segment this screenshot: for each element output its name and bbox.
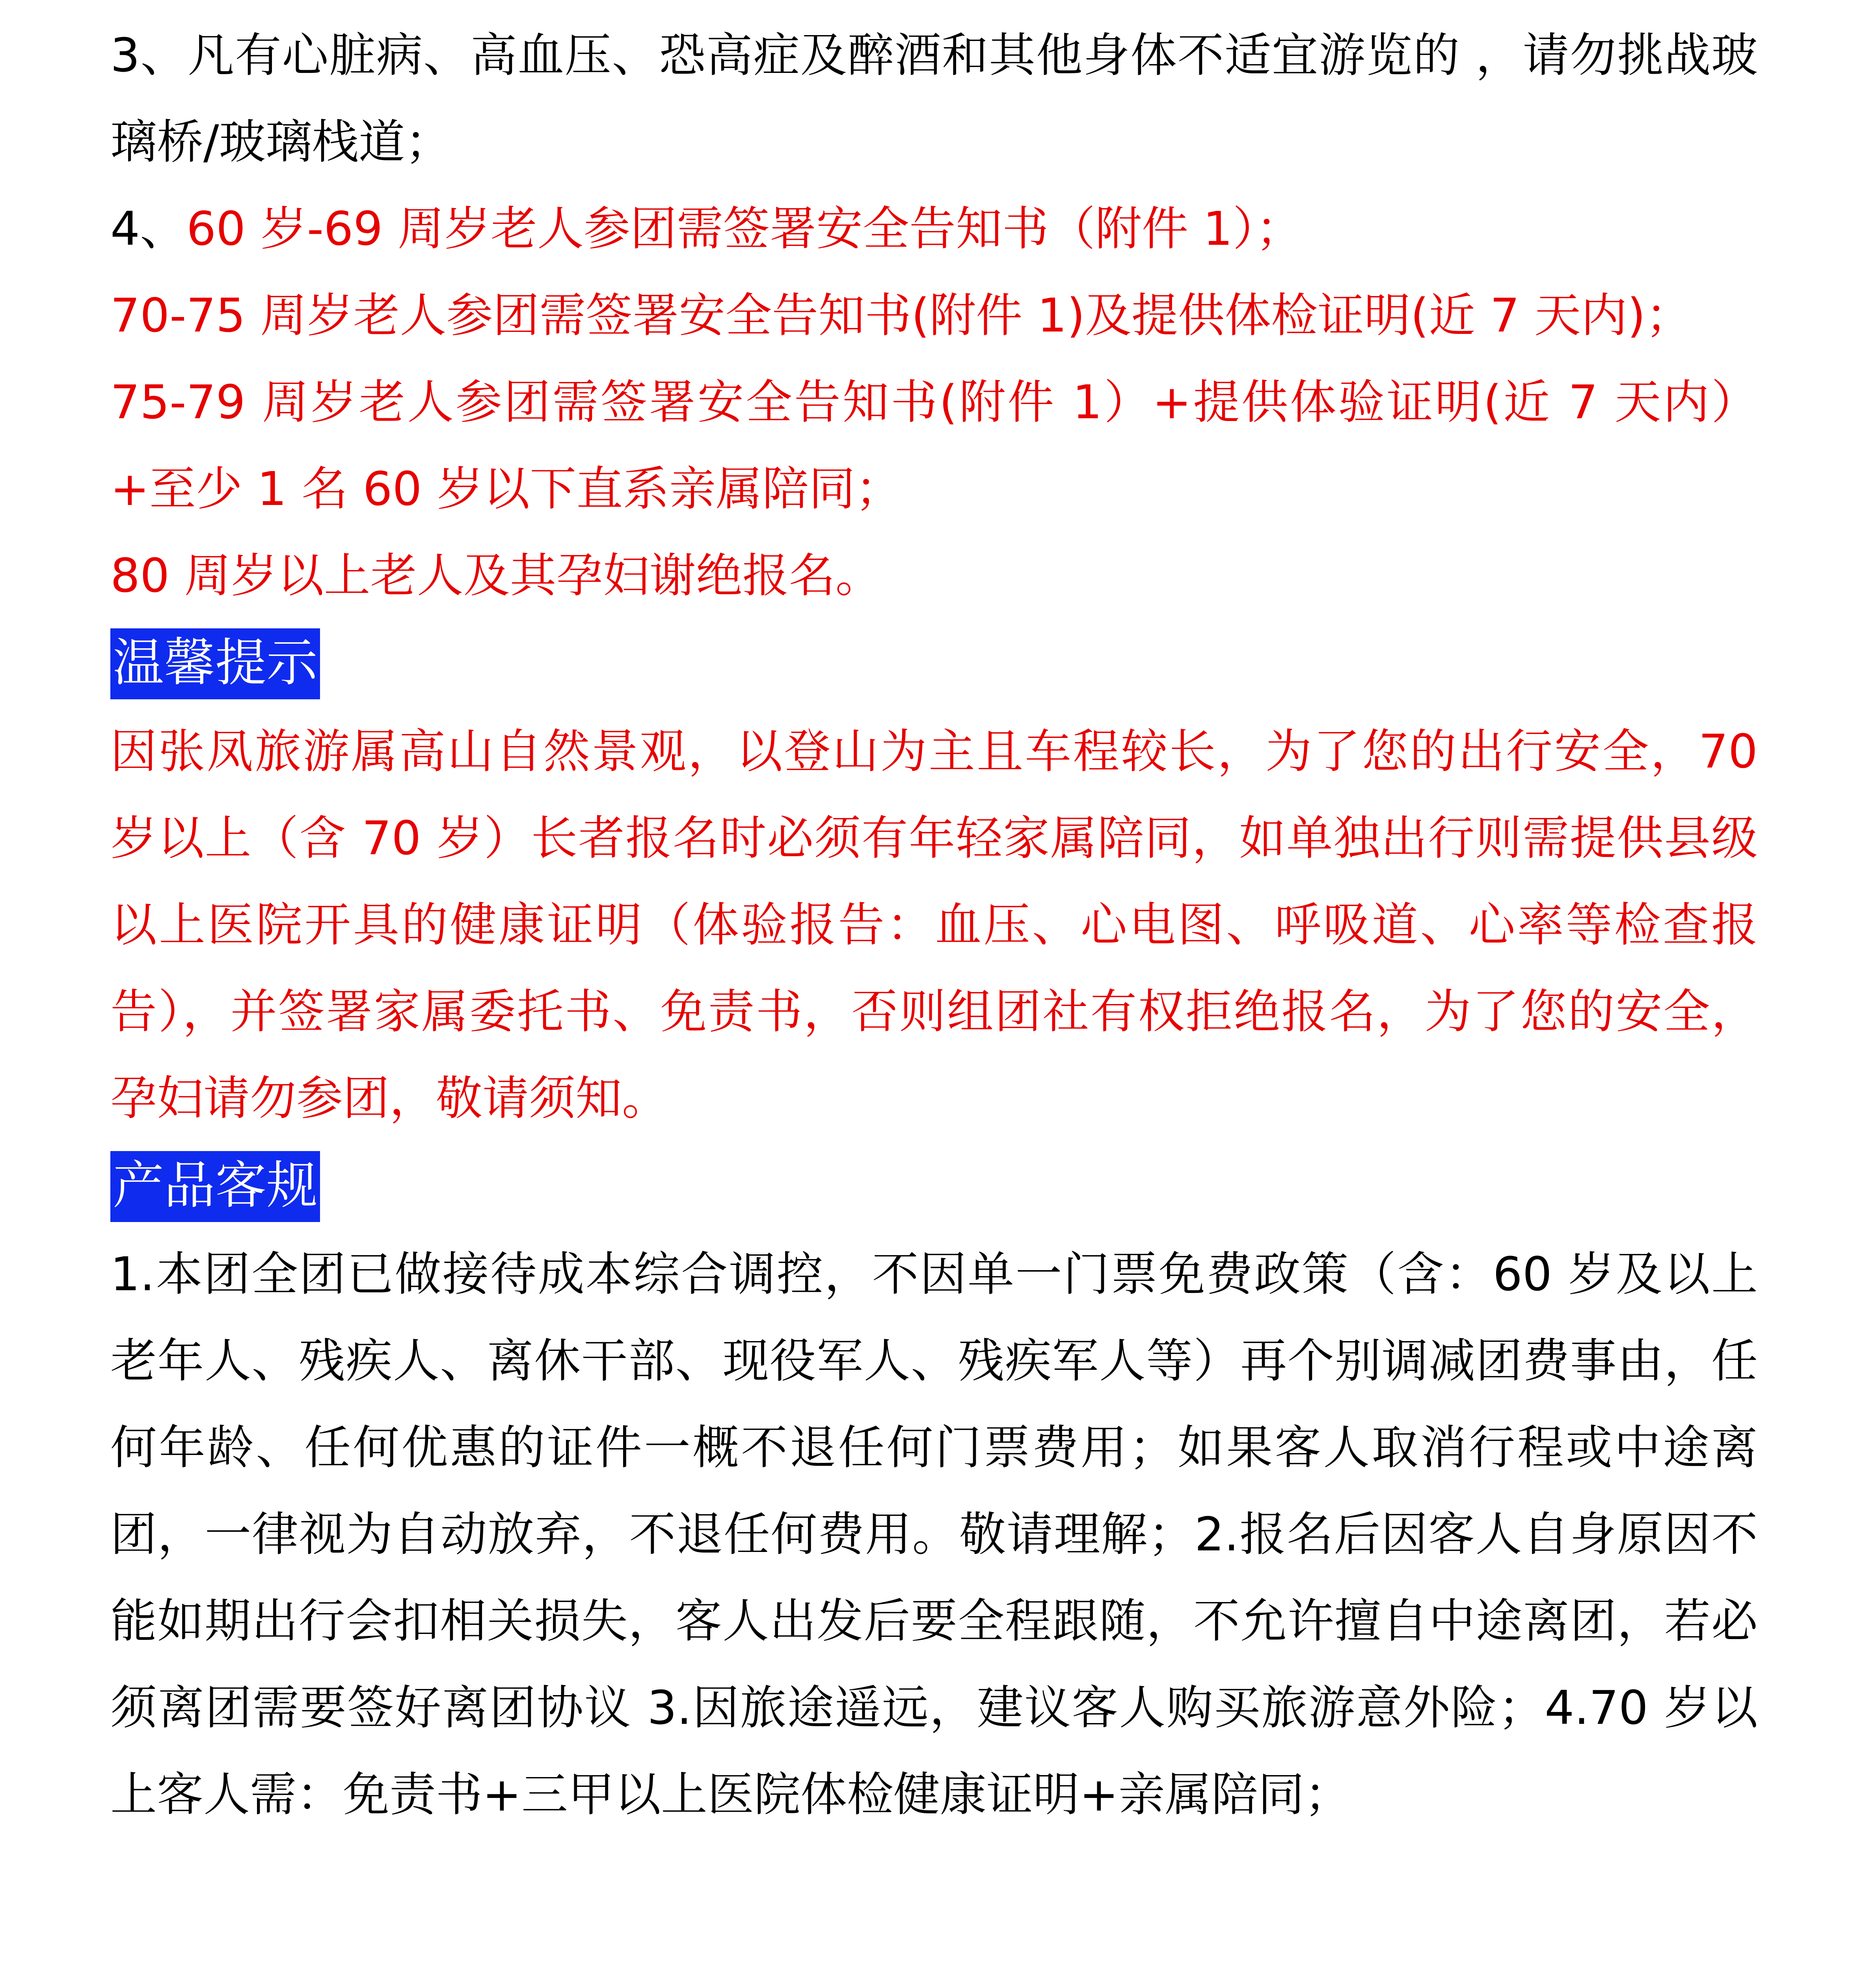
product-rules-text: 1.本团全团已做接待成本综合调控，不因单一门票免费政策（含：60 岁及以上老年人、残疾人、离休干部、现役军人、残疾军人等）再个别调减团费事由，任何年龄、任何优惠的证件一概不退任何门票费用；如果客人取消行程或中途离团，一律视为自动放弃，不退任何费用。敬请理解；2.报名后因客人自身原因不能如期出行会扣相关损失，客人出发后要全程跟随，不允许擅自中途离团，若必须离团需要签好离团协议 3.因旅途遥远，建议客人购买旅游意外险；4.70 岁以上客人需：免责书+三甲以上医院体检健康证明+亲属陪同；: [110, 1247, 1758, 1822]
warm-tips-heading: 温馨提示: [110, 628, 320, 699]
booking-notice-banner-wrap: [110, 1956, 1758, 1971]
notice-item-4: [110, 185, 1758, 272]
warm-tips-section: [110, 619, 1758, 1142]
notice-age-60-69: 60 岁-69 周岁老人参团需签署安全告知书（附件 1）；: [186, 201, 1303, 256]
notice-item-4-number: 4、: [110, 201, 187, 256]
document-page: [110, 12, 1758, 1971]
section-spacer: [110, 1838, 1758, 1956]
notice-age-70-75: 70-75 周岁老人参团需签署安全告知书(附件 1)及提供体检证明(近 7 天内)；: [110, 288, 1692, 343]
notice-age-75-79: 75-79 周岁老人参团需签署安全告知书(附件 1）+提供体验证明(近 7 天内） +至少 1 名 60 岁以下直系亲属陪同；: [110, 375, 1758, 516]
product-rules-section: [110, 1142, 1758, 1838]
notice-age-80-plus: 80 周岁以上老人及其孕妇谢绝报名。: [110, 548, 882, 603]
warm-tips-text: 因张凤旅游属高山自然景观，以登山为主且车程较长，为了您的出行安全，70 岁以上（含 70 岁）长者报名时必须有年轻家属陪同，如单独出行则需提供县级以上医院开具的健康证明（体验报告：血压、心电图、呼吸道、心率等检查报告），并签署家属委托书、免责书，否则组团社有权拒绝报名，为了您的安全，孕妇请勿参团，敬请须知。: [110, 724, 1758, 1125]
notice-item-3: 3、凡有心脏病、高血压、恐高症及醉酒和其他身体不适宜游览的 ，请勿挑战玻璃桥/玻璃栈道；: [110, 28, 1758, 169]
product-rules-heading: 产品客规: [110, 1151, 320, 1222]
